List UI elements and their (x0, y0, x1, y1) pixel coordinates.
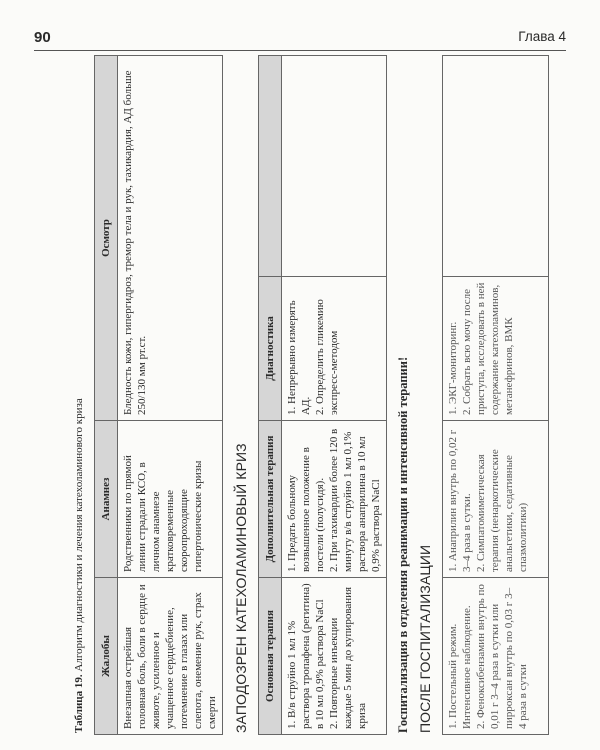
cell-diagnostics (282, 277, 387, 421)
cell-after-2 (443, 421, 549, 578)
col-main-therapy: Основная терапия (259, 578, 282, 735)
diagnosis-table-row (118, 56, 223, 735)
table-caption (72, 398, 86, 733)
rotated-content (70, 55, 600, 735)
after-1-step-2: 2. Феноксибензамин внутрь по 0,01 г 3–4 раза в сутки или пирроксан внутрь по 0,03 г 3–4 раза в сутки (475, 584, 529, 729)
cell-examination: Бледность кожи, гипергидроз, тремор тела и рук, тахикардия, АД больше 250/130 мм рт.ст. (118, 56, 223, 421)
after-2-step-2: 2. Симпатомиметическая терапия (ненаркотические анальгетики, седативные спазмолитики) (475, 449, 529, 572)
therapy-table (258, 55, 387, 735)
after-2-step-1: 1. Анаприлин внутрь по 0,02 г 3–4 раза в сутки. (447, 429, 473, 572)
cell-anamnesis: Родственники по прямой линии страдали КСО, в личном анамнезе кратковременные скоропроходящие гипертонические кризы (118, 421, 223, 578)
col-examination: Осмотр (95, 56, 118, 421)
page-header (34, 0, 566, 51)
additional-therapy-step-1: 1. Предать больному возвышенное положение в постели (полусидя). (286, 447, 326, 572)
diagnosis-table (94, 55, 223, 735)
cell-complaints: Внезапная острейшая головная боль, боли в сердце и животе, усиленное и учащенное сердцебиение, потемнение в глазах или слепота, онемение рук, страх смерти (118, 578, 223, 735)
diagnostics-step-2: 2. Определить гликемию экспресс-методом (314, 299, 340, 415)
therapy-table-header-row (259, 56, 282, 735)
col-diagnostics: Диагностика (259, 277, 282, 421)
therapy-table-row (282, 56, 387, 735)
page-number: 90 (34, 29, 51, 46)
col-complaints: Жалобы (95, 578, 118, 735)
cell-after-1 (443, 578, 549, 735)
additional-therapy-step-2: 2. При тахикардии более 120 в минуту в/в струйно 1 мл 0,1% раствора анаприлина в 10 мл 0,9% раствора NaCl (328, 428, 382, 572)
diagnostics-step-1: 1. Непрерывно измерять АД. (286, 300, 312, 415)
empty-column (259, 56, 282, 277)
col-anamnesis: Анамнез (95, 421, 118, 578)
col-additional-therapy: Дополнительная терапия (259, 421, 282, 578)
after-table-row (443, 56, 549, 735)
chapter-title: Глава 4 (518, 29, 566, 44)
after-hospitalization-table (442, 55, 549, 735)
empty-cell (282, 56, 387, 277)
cell-after-3 (443, 277, 549, 421)
after-3-step-2: 2. Собрать всю мочу после приступа, исследовать в ней содержание катехоламинов, метанефринов, ВМК (461, 282, 515, 415)
section-title-suspected: ЗАПОДОЗРЕН КАТЕХОЛАМИНОВЫЙ КРИЗ (233, 443, 249, 733)
diagnosis-table-header-row (95, 56, 118, 735)
table-caption-label: Таблица 19. (73, 674, 85, 733)
after-3-step-1: 1. ЭКГ-мониторинг. (447, 321, 459, 415)
after-1-step-1: 1. Постельный режим. Интенсивное наблюдение. (447, 605, 473, 729)
table-caption-text: Алгоритм диагностики и лечения катехоламинового криза (73, 398, 85, 675)
empty-cell (443, 56, 549, 277)
cell-additional-therapy (282, 421, 387, 578)
cell-main-therapy (282, 578, 387, 735)
section-title-after: ПОСЛЕ ГОСПИТАЛИЗАЦИИ (417, 544, 433, 733)
main-therapy-step-1: 1. В/в струйно 1 мл 1% раствора тропафена (регитина) в 10 мл 0,9% раствора NaCl (286, 583, 326, 729)
hospitalization-title: Госпитализация в отделения реанимации и интенсивной терапии! (396, 356, 410, 733)
main-therapy-step-2: 2. Повторные инъекции каждые 5 мин до купирования криза (328, 586, 368, 729)
